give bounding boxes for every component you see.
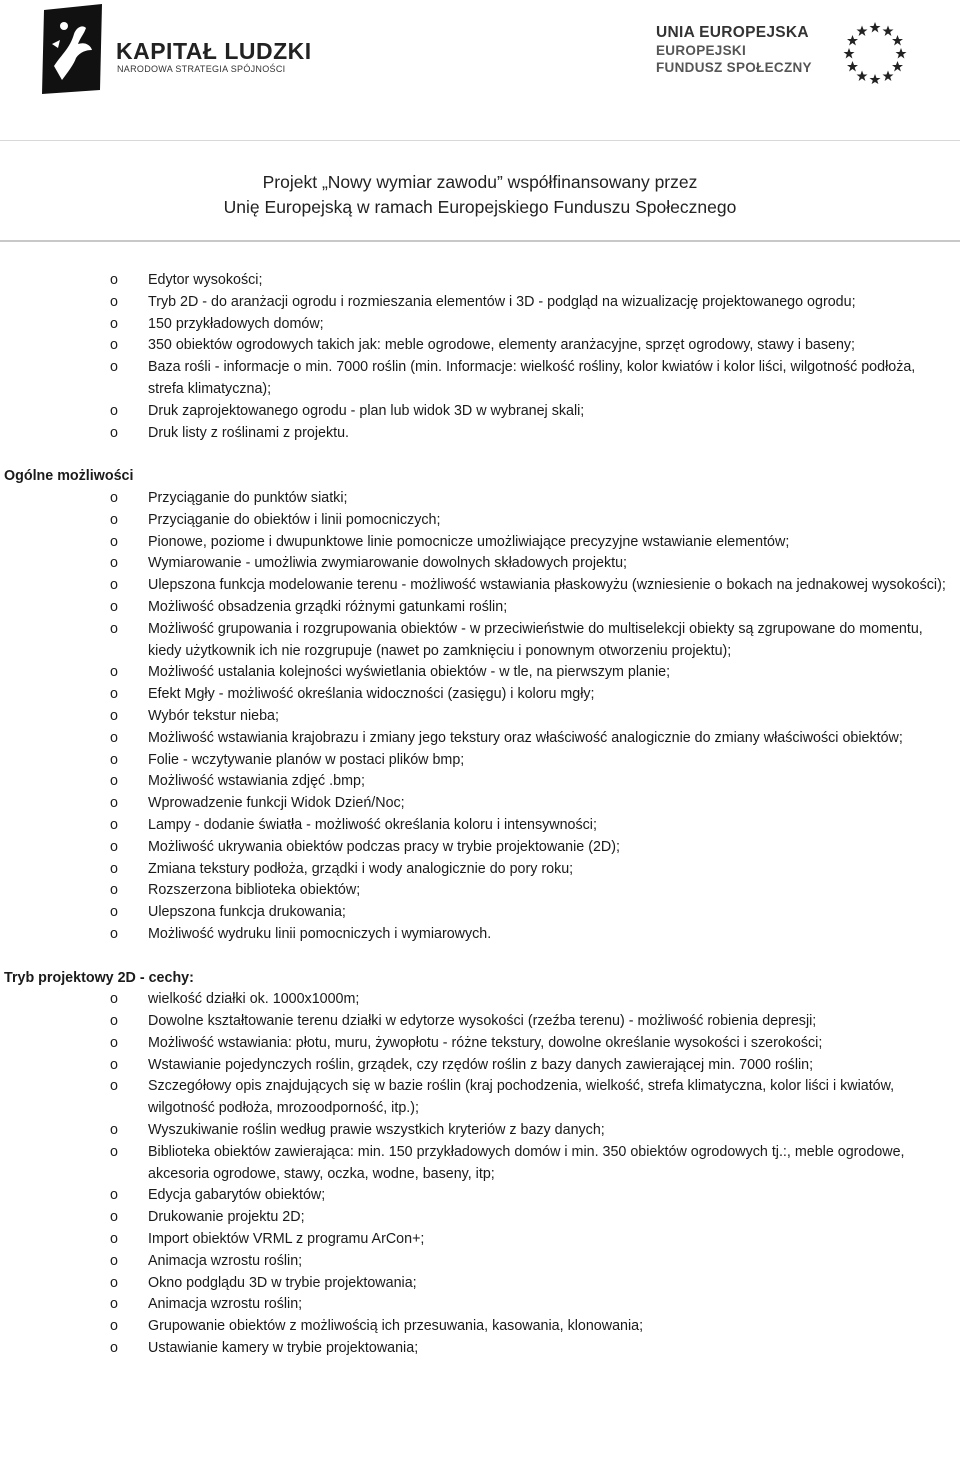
list-item-text: Ustawianie kamery w trybie projektowania; — [148, 1340, 419, 1357]
general-features-list — [0, 488, 960, 946]
list-item — [0, 1207, 960, 1229]
list-item-text: Efekt Mgły - możliwość określania widoczności (zasięgu) i koloru mgły; — [148, 686, 595, 703]
list-item-text: Wprowadzenie funkcji Widok Dzień/Noc; — [148, 795, 405, 812]
list-item-text: Możliwość wstawiania: płotu, muru, żywopłotu - różne tekstury, dowolne określanie wysokości i szerokości; — [148, 1034, 823, 1051]
eu-stars-flag-icon — [840, 14, 910, 84]
list-item — [0, 292, 960, 314]
bullet-icon: o — [110, 359, 118, 376]
spacer — [0, 946, 960, 968]
list-item-text: Import obiektów VRML z programu ArCon+; — [148, 1231, 425, 1248]
bullet-icon: o — [110, 1143, 118, 1160]
list-item — [0, 989, 960, 1011]
bullet-icon: o — [110, 620, 118, 637]
list-item — [0, 357, 960, 401]
bullet-icon: o — [110, 1252, 118, 1269]
kapital-ludzki-logo — [40, 4, 310, 96]
list-item — [0, 662, 960, 684]
list-item — [0, 1142, 960, 1186]
list-item-text: Pionowe, poziome i dwupunktowe linie pomocnicze umożliwiające precyzyjne wstawianie elementów; — [148, 533, 790, 550]
list-item-text: 150 przykładowych domów; — [148, 315, 324, 332]
list-item-text: Możliwość wstawiania krajobrazu i zmiany jego tekstury oraz właściwość analogicznie do zmiany właściwości obiektów; — [148, 729, 903, 746]
bullet-icon: o — [110, 489, 118, 506]
eu-logo-line1: UNIA EUROPEJSKA — [656, 24, 809, 41]
mode-2d-features-list — [0, 989, 960, 1360]
list-item — [0, 1076, 960, 1120]
list-item-text: Animacja wzrostu roślin; — [148, 1296, 303, 1313]
list-item — [0, 1033, 960, 1055]
bullet-icon: o — [110, 315, 118, 332]
bullet-icon: o — [110, 1056, 118, 1073]
bullet-icon: o — [110, 337, 118, 354]
bullet-icon: o — [110, 729, 118, 746]
list-item-text: Wybór tekstur nieba; — [148, 707, 279, 724]
bullet-icon: o — [110, 533, 118, 550]
list-item-text: Przyciąganie do punktów siatki; — [148, 489, 348, 506]
list-item-text: Ulepszona funkcja drukowania; — [148, 904, 346, 921]
list-item — [0, 510, 960, 532]
project-title — [0, 170, 960, 220]
list-item — [0, 902, 960, 924]
list-item — [0, 1294, 960, 1316]
bullet-icon: o — [110, 991, 118, 1008]
kapital-ludzki-emblem-icon — [40, 4, 106, 96]
list-item — [0, 532, 960, 554]
list-item-text: Wstawianie pojedynczych roślin, grządek, czy rzędów roślin z bazy danych zawierającej min. 7000 roślin; — [148, 1056, 814, 1073]
list-item — [0, 270, 960, 292]
list-item-text: Baza rośli - informacje o min. 7000 roślin (min. Informacje: wielkość rośliny, kolor kwiatów i kolor liści, wilgotność podłoża, strefa klimatyczna); — [148, 359, 916, 397]
document-body — [0, 270, 960, 1360]
bullet-icon: o — [110, 598, 118, 615]
bullet-icon: o — [110, 1013, 118, 1030]
list-item — [0, 488, 960, 510]
list-item-text: Okno podglądu 3D w trybie projektowania; — [148, 1274, 417, 1291]
list-item-text: wielkość działki ok. 1000x1000m; — [148, 991, 360, 1008]
bullet-icon: o — [110, 1122, 118, 1139]
logo-left-title: KAPITAŁ LUDZKI — [116, 38, 312, 64]
bullet-icon: o — [110, 773, 118, 790]
list-item — [0, 880, 960, 902]
list-item-text: Dowolne kształtowanie terenu działki w edytorze wysokości (rzeźba terenu) - możliwość robienia depresji; — [148, 1013, 817, 1030]
bullet-icon: o — [110, 1274, 118, 1291]
list-item — [0, 423, 960, 445]
bullet-icon: o — [110, 1209, 118, 1226]
list-item-text: Druk zaprojektowanego ogrodu - plan lub widok 3D w wybranej skali; — [148, 402, 585, 419]
list-item-text: Edycja gabarytów obiektów; — [148, 1187, 326, 1204]
list-item — [0, 859, 960, 881]
list-item — [0, 1338, 960, 1360]
list-item-text: Biblioteka obiektów zawierająca: min. 150 przykładowych domów i min. 350 obiektów ogrodowych tj.:, meble ogrodowe, akcesoria ogrodowe, stawy, oczka, wodne, baseny, itp; — [148, 1143, 905, 1182]
list-item-text: Szczegółowy opis znajdujących się w bazie roślin (kraj pochodzenia, wielkość, strefa klimatyczna, kolor liści i kwiatów, wilgotność podłoża, mrozoodporność, itp.); — [148, 1078, 895, 1117]
list-item-text: Zmiana tekstury podłoża, grządki i wody analogicznie do pory roku; — [148, 860, 574, 877]
list-item-text: Tryb 2D - do aranżacji ogrodu i rozmieszania elementów i 3D - podgląd na wizualizację projektowanego ogrodu; — [148, 293, 856, 310]
list-item-text: Wyszukiwanie roślin według prawie wszystkich kryteriów z bazy danych; — [148, 1122, 605, 1139]
eu-logo-line3: FUNDUSZ SPOŁECZNY — [656, 60, 812, 75]
list-item — [0, 619, 960, 663]
bullet-icon: o — [110, 555, 118, 572]
list-item — [0, 771, 960, 793]
list-item — [0, 793, 960, 815]
list-item — [0, 401, 960, 423]
logo-left-subtitle: NARODOWA STRATEGIA SPÓJNOŚCI — [117, 64, 286, 74]
list-item — [0, 1229, 960, 1251]
list-item-text: Rozszerzona biblioteka obiektów; — [148, 882, 361, 899]
list-item — [0, 815, 960, 837]
bullet-icon: o — [110, 1318, 118, 1335]
list-item — [0, 553, 960, 575]
list-item — [0, 1120, 960, 1142]
list-item-text: Możliwość grupowania i rozgrupowania obiektów - w przeciwieństwie do multiselekcji obiekty są zgrupowane do momentu, kiedy użytkownik ich nie rozgrupuje (nawet po zamknięciu i ponownym otworzeniu projektu); — [148, 620, 923, 659]
section-heading-2d: Tryb projektowy 2D - cechy: — [4, 969, 194, 986]
bullet-icon: o — [110, 816, 118, 833]
list-item — [0, 335, 960, 357]
list-item — [0, 1316, 960, 1338]
list-item — [0, 314, 960, 336]
document-header — [0, 0, 960, 242]
list-item — [0, 706, 960, 728]
bullet-icon: o — [110, 1296, 118, 1313]
list-item-text: Grupowanie obiektów z możliwością ich przesuwania, kasowania, klonowania; — [148, 1318, 644, 1335]
project-title-line1: Projekt „Nowy wymiar zawodu” współfinansowany przez — [262, 172, 698, 192]
list-item-text: Możliwość ukrywania obiektów podczas pracy w trybie projektowanie (2D); — [148, 838, 620, 855]
list-item-text: 350 obiektów ogrodowych takich jak: meble ogrodowe, elementy aranżacyjne, sprzęt ogrodowy, stawy i baseny; — [148, 337, 856, 354]
bullet-icon: o — [110, 707, 118, 724]
bullet-icon: o — [110, 882, 118, 899]
section-heading-general: Ogólne możliwości — [4, 468, 134, 485]
list-item — [0, 575, 960, 597]
list-item — [0, 1185, 960, 1207]
list-item — [0, 837, 960, 859]
bullet-icon: o — [110, 511, 118, 528]
bullet-icon: o — [110, 402, 118, 419]
list-item-text: Przyciąganie do obiektów i linii pomocniczych; — [148, 511, 441, 528]
list-item — [0, 1055, 960, 1077]
bullet-icon: o — [110, 272, 118, 288]
list-item — [0, 1011, 960, 1033]
list-item-text: Animacja wzrostu roślin; — [148, 1252, 303, 1269]
list-item — [0, 750, 960, 772]
bullet-icon: o — [110, 1078, 118, 1095]
bullet-icon: o — [110, 424, 118, 441]
header-divider-thin — [0, 140, 960, 141]
list-item-text: Edytor wysokości; — [148, 272, 263, 288]
bullet-icon: o — [110, 1034, 118, 1051]
eu-logo-line2: EUROPEJSKI — [656, 43, 747, 58]
bullet-icon: o — [110, 577, 118, 594]
bullet-icon: o — [110, 904, 118, 921]
list-item — [0, 728, 960, 750]
bullet-icon: o — [110, 751, 118, 768]
list-item-text: Drukowanie projektu 2D; — [148, 1209, 305, 1226]
list-item-text: Wymiarowanie - umożliwia zwymiarowanie dowolnych składowych projektu; — [148, 555, 627, 572]
list-item-text: Możliwość wydruku linii pomocniczych i wymiarowych. — [148, 925, 492, 942]
bullet-icon: o — [110, 860, 118, 877]
list-item — [0, 1251, 960, 1273]
list-item-text: Możliwość obsadzenia grządki różnymi gatunkami roślin; — [148, 598, 508, 615]
bullet-icon: o — [110, 1231, 118, 1248]
list-item — [0, 1273, 960, 1295]
spacer — [0, 444, 960, 466]
bullet-icon: o — [110, 795, 118, 812]
list-item-text: Możliwość ustalania kolejności wyświetlania obiektów - w tle, na pierwszym planie; — [148, 664, 671, 681]
list-item-text: Ulepszona funkcja modelowanie terenu - możliwość wstawiania płaskowyżu (wzniesienie o bokach na jednakowej wysokości); — [148, 577, 946, 594]
bullet-icon: o — [110, 293, 118, 310]
list-item-text: Możliwość wstawiania zdjęć .bmp; — [148, 773, 365, 790]
bullet-icon: o — [110, 1340, 118, 1357]
bullet-icon: o — [110, 686, 118, 703]
intro-feature-list — [0, 270, 960, 444]
bullet-icon: o — [110, 664, 118, 681]
list-item-text: Folie - wczytywanie planów w postaci plików bmp; — [148, 751, 465, 768]
bullet-icon: o — [110, 838, 118, 855]
project-title-line2: Unię Europejską w ramach Europejskiego Funduszu Społecznego — [223, 197, 737, 217]
list-item — [0, 924, 960, 946]
list-item-text: Lampy - dodanie światła - możliwość określania koloru i intensywności; — [148, 816, 597, 833]
list-item — [0, 597, 960, 619]
bullet-icon: o — [110, 1187, 118, 1204]
list-item-text: Druk listy z roślinami z projektu. — [148, 424, 350, 441]
header-divider — [0, 240, 960, 242]
bullet-icon: o — [110, 925, 118, 942]
eu-fund-logo — [656, 14, 926, 84]
list-item — [0, 684, 960, 706]
